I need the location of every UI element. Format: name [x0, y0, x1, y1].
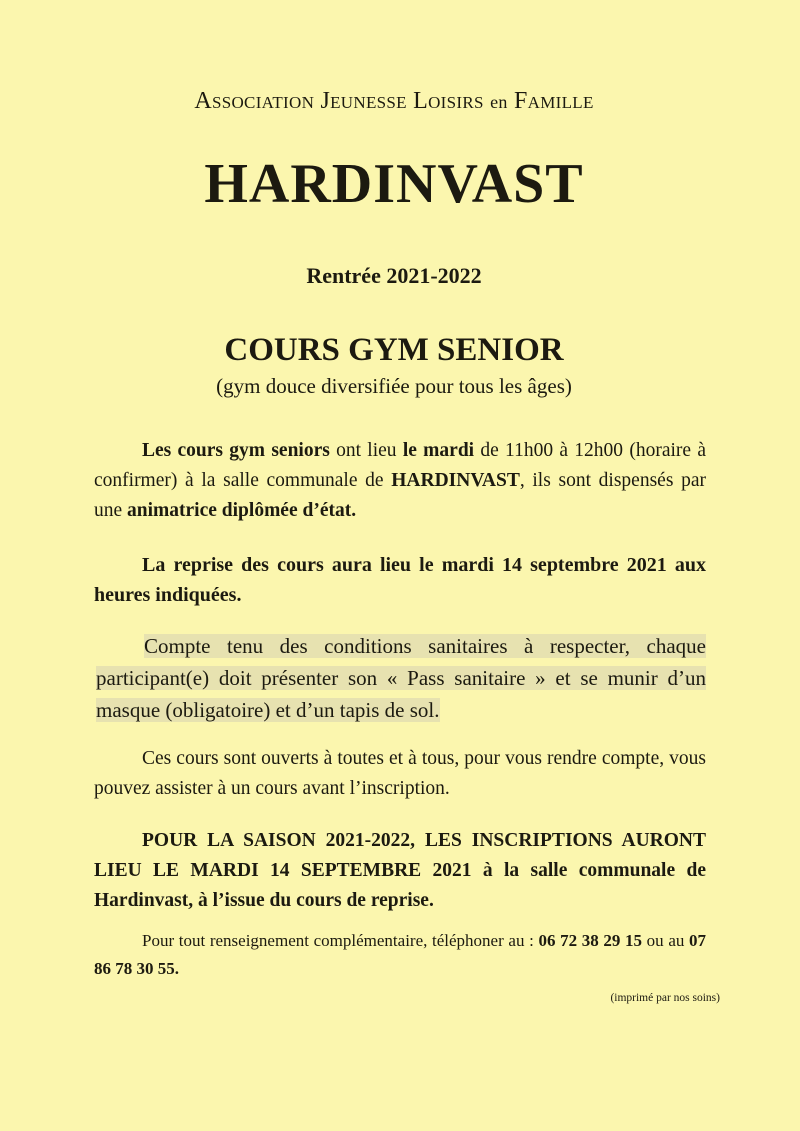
- open-courses-paragraph: Ces cours sont ouverts à toutes et à tous, pour vous rendre compte, vous pouvez assister à un cours avant l’inscription.: [94, 748, 706, 799]
- bold-text: animatrice diplômée d’état.: [127, 500, 357, 521]
- assoc-initial: L: [413, 88, 429, 114]
- assoc-initial: A: [194, 88, 212, 114]
- assoc-word-rest: amille: [527, 88, 594, 114]
- course-title: COURS GYM SENIOR: [224, 332, 564, 368]
- bold-text: le mardi: [402, 440, 475, 461]
- contact-paragraph: Pour tout renseignement complémentaire, téléphoner au : 06 72 38 29 15 ou au 07 86 78 30 55.: [94, 931, 707, 978]
- phone-number: 06 72 38 29 15: [538, 931, 643, 950]
- course-subtitle: (gym douce diversifiée pour tous les âges): [216, 374, 572, 398]
- printed-note: (imprimé par nos soins): [610, 992, 720, 1004]
- assoc-word-rest: eunesse: [330, 88, 407, 114]
- registration-paragraph: POUR LA SAISON 2021-2022, LES INSCRIPTIONS AURONT LIEU LE MARDI 14 SEPTEMBRE 2021 à la salle communale de Hardinvast, à l’issue du cours de reprise.: [94, 830, 706, 911]
- phone-number: 07 86 78 30 55.: [94, 931, 707, 978]
- association-name: [0, 88, 788, 115]
- bold-text: HARDINVAST: [391, 470, 520, 491]
- assoc-word-en: en: [490, 92, 508, 112]
- highlighted-text: Compte tenu des conditions sanitaires à respecter, chaque participant(e) doit présenter son « Pass sanitaire » et se munir d’un masque (obligatoire) et d’un tapis de sol.: [96, 634, 706, 722]
- bold-text: Les cours gym seniors: [142, 440, 330, 461]
- sanitary-paragraph: [96, 630, 706, 726]
- assoc-initial: J: [320, 88, 331, 114]
- assoc-word-rest: oisirs: [428, 88, 484, 114]
- assoc-initial: F: [513, 88, 528, 114]
- assoc-word-rest: ssociation: [211, 88, 315, 114]
- town-title: HARDINVAST: [204, 153, 584, 215]
- restart-paragraph: La reprise des cours aura lieu le mardi 14 septembre 2021 aux heures indiquées.: [94, 554, 706, 606]
- season-heading: Rentrée 2021-2022: [306, 263, 482, 288]
- schedule-paragraph: Les cours gym seniors ont lieu le mardi de 11h00 à 12h00 (horaire à confirmer) à la salle communale de HARDINVAST, ils sont dispensés par une animatrice diplômée d’état.: [94, 440, 706, 521]
